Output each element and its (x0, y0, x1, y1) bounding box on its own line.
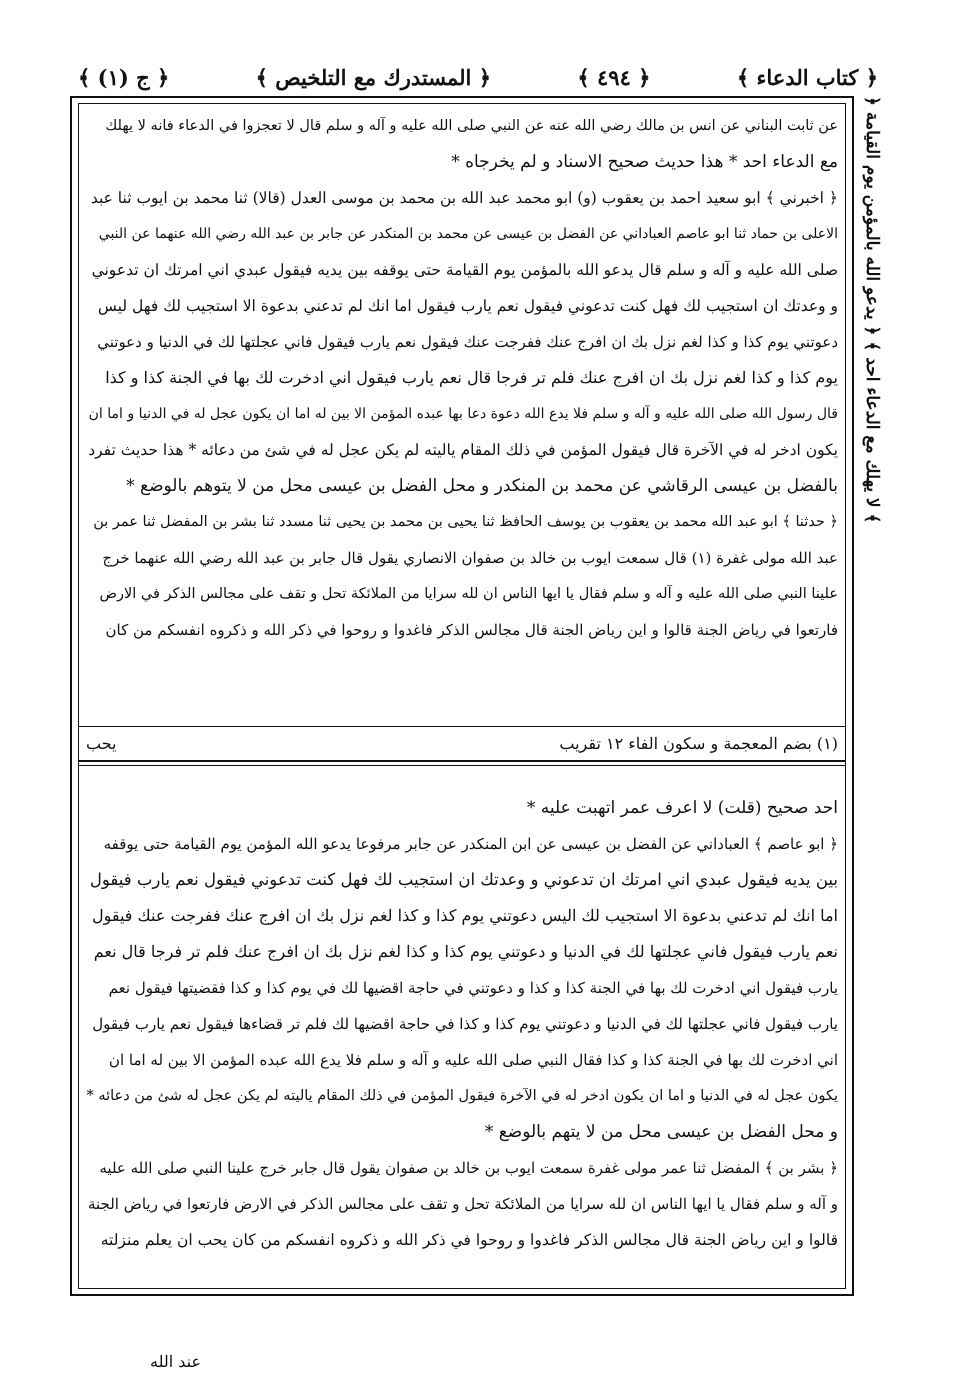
text-line: فارتعوا في رياض الجنة قالوا و اين رياض الجنة قال مجالس الذكر فاغدوا و روحوا في ذكر الله و ذكروه انفسكم من كان (105, 621, 838, 639)
page-catchword: عند الله (150, 1352, 202, 1371)
main-text (86, 108, 838, 648)
text-line: يارب فيقول فاني عجلتها لك في الدنيا و دعوتني يوم كذا و كذا في حاجة اقضيها لك فلم تر قضاءها فيقول نعم يارب فيقول (92, 1015, 838, 1033)
text-line: قال رسول الله صلى الله عليه و آله و سلم فلا يدع الله دعوة دعا بها عبده المؤمن الا بين له اما ان يكون عجل له في الدنيا و اما ان (88, 406, 838, 422)
text-line: عن ثابت البناني عن انس بن مالك رضي الله عنه عن النبي صلى الله عليه و آله و سلم قال لا تعجزوا في الدعاء فانه لا يهلك (105, 118, 838, 134)
work-title: ﴿ المستدرك مع التلخيص ﴾ (255, 64, 492, 90)
text-line: دعوتني يوم كذا و كذا لغم نزل بك ان افرج عنك ففرجت عنك فيقول نعم يارب فيقول فاني عجلتها لك في الدنيا و دعوتني (97, 333, 838, 351)
footnote-catchword: يحب (86, 733, 117, 753)
text-line: الاعلى بن حماد ثنا ابو عاصم العباداني عن الفضل بن عيسى عن محمد بن المنكدر عن جابر بن عبد الله رضي الله عنهما عن النبي (98, 226, 838, 242)
text-line: يوم كذا و كذا لغم نزل بك ان افرج عنك فلم تر فرجا قال نعم يارب فيقول اني ادخرت لك بها في الجنة كذا و كذا (105, 368, 838, 387)
text-line: و آله و سلم فقال يا ايها الناس ان لله سرايا من الملائكة تحل و تقف على مجالس الذكر في الارض فارتعوا في رياض الجنة (87, 1195, 838, 1213)
text-line: اما انك لم تدعني بدعوة الا استجيب لك اليس دعوتني يوم كذا و كذا لغم نزل بك ان افرج عنك ففرجت عنك فيقول (91, 906, 838, 925)
text-line: علينا النبي صلى الله عليه و آله و سلم فقال يا ايها الناس ان لله سرايا من الملائكة تحل و تقف على مجالس الذكر في الارض (99, 586, 838, 602)
text-line: عبد الله مولى غفرة (١) قال سمعت ايوب بن خالد بن صفوان الانصاري يقول قال جابر بن عبد الله رضي الله عنهما خرج (102, 549, 838, 567)
text-line: صلى الله عليه و آله و سلم قال يدعو الله بالمؤمن يوم القيامة حتى يوقفه بين يديه فيقول عبدي اني امرتك ان تدعوني (91, 261, 838, 279)
text-line: مع الدعاء احد * هذا حديث صحيح الاسناد و لم يخرجاه * (451, 152, 838, 172)
margin-heading: ﴿ لا يهلك مع الدعاء احد ﴾ ﴿ يدعو الله بالمؤمن يوم القيامة ﴾ (862, 96, 882, 524)
summary-text (86, 790, 838, 1258)
footnote (86, 728, 838, 758)
text-line: ﴿ حدثنا ﴾ ابو عبد الله محمد بن يعقوب بن يوسف الحافظ ثنا يحيى بن محمد بن يحيى ثنا مسدد ثنا بشر بن المفضل ثنا عمر بن (93, 514, 838, 530)
text-line: بالفضل بن عيسى الرقاشي عن محمد بن المنكدر و محل الفضل بن عيسى محل من لا يتوهم بالوضع * (126, 476, 838, 496)
book-title: ﴿ كتاب الدعاء ﴾ (736, 64, 878, 90)
text-line: ﴿ اخبرني ﴾ ابو سعيد احمد بن يعقوب (و) ابو محمد عبد الله بن محمد بن موسى العدل (قالا) ثنا محمد بن ايوب ثنا عبد (90, 189, 838, 207)
section-divider (78, 760, 846, 762)
running-header (78, 56, 878, 98)
text-line: اني ادخرت لك بها في الجنة كذا و كذا فقال النبي صلى الله عليه و آله و سلم فلا يدع الله عبده المؤمن الا بين له اما ان (108, 1051, 838, 1069)
text-line: ﴿ بشر بن ﴾ المفضل ثنا عمر مولى غفرة سمعت ايوب بن خالد بن صفوان يقول قال جابر خرج علينا النبي صلى الله عليه (99, 1159, 838, 1177)
text-line: و محل الفضل بن عيسى محل من لا يتهم بالوضع * (484, 1122, 838, 1142)
page-number: ﴿ ٤٩٤ ﴾ (577, 64, 651, 90)
text-line: ﴿ ابو عاصم ﴾ العباداني عن الفضل بن عيسى عن ابن المنكدر عن جابر مرفوعا يدعو الله المؤمن يوم القيامة حتى يوقفه (103, 835, 838, 853)
footnote-text: (١) بضم المعجمة و سكون الفاء ١٢ تقريب (559, 733, 838, 753)
text-line: و وعدتك ان استجيب لك فهل كنت تدعوني فيقول نعم يارب فيقول اما انك لم تدعني بدعوة الا استجيب لك فهل ليس (97, 297, 838, 315)
text-line: احد صحيح (قلت) لا اعرف عمر اتهبت عليه * (526, 798, 838, 818)
section-divider-thin (78, 765, 846, 766)
text-line: بين يديه فيقول عبدي اني امرتك ان تدعوني و وعدتك ان استجيب لك فهل كنت تدعوني فيقول نعم يارب فيقول (89, 870, 838, 889)
text-line: نعم يارب فيقول فاني عجلتها لك في الدنيا و دعوتني يوم كذا و كذا لغم نزل بك ان افرج عنك فلم تر فرجا قال نعم (93, 942, 838, 961)
text-line: يارب فيقول اني ادخرت لك بها في الجنة كذا و كذا و دعوتني في حاجة اقضيها لك في يوم كذا و كذا فقضيتها فيقول نعم (108, 979, 838, 997)
volume-number: ﴿ ج (١) ﴾ (78, 64, 170, 90)
footnote-divider (78, 726, 846, 727)
text-line: قالوا و اين رياض الجنة قال مجالس الذكر فاغدوا و روحوا في ذكر الله و ذكروه انفسكم من كان يحب ان يعلم منزلته (100, 1231, 838, 1249)
text-line: يكون ادخر له في الآخرة قال فيقول المؤمن في ذلك المقام ياليته لم يكن عجل له في شئ من دعائه * هذا حديث تفرد (88, 441, 838, 459)
text-line: يكون عجل له في الدنيا و اما ان يكون ادخر له في الآخرة فيقول المؤمن في ذلك المقام ياليته لم يكن عجل له شئ من دعائه * (86, 1088, 838, 1104)
